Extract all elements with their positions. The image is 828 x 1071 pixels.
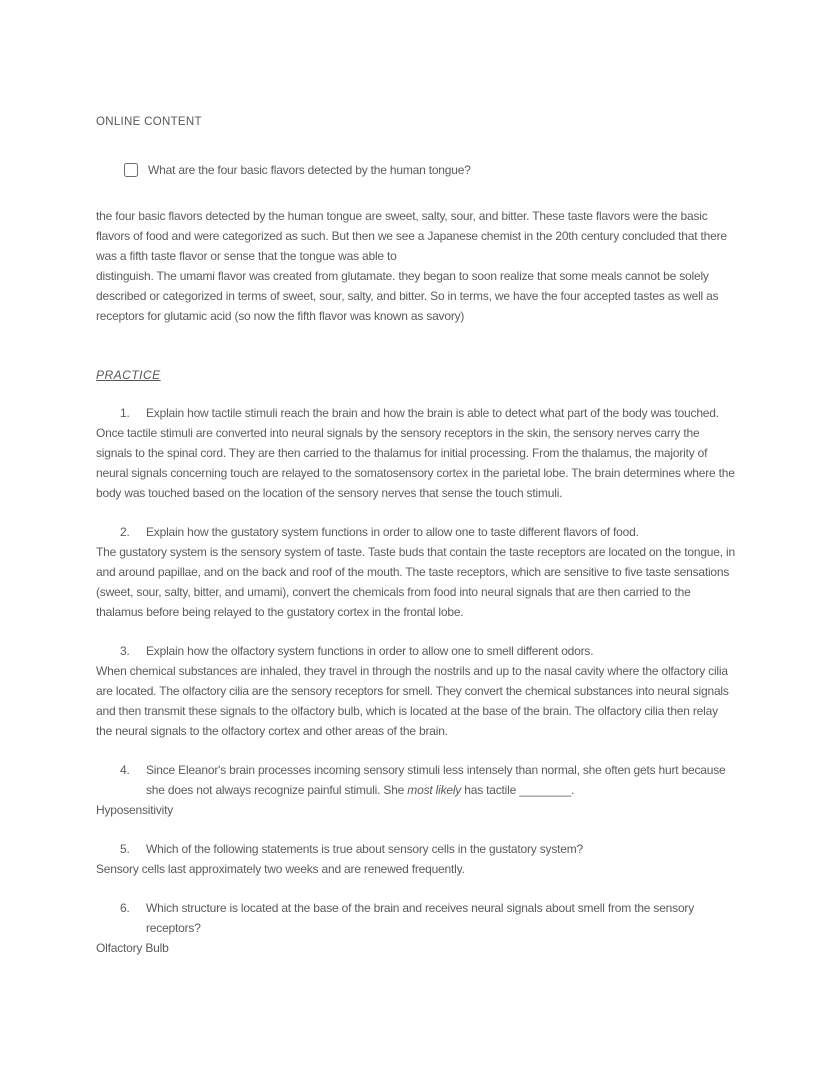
question-text-pre: Since Eleanor's brain processes incoming sensory stimuli less intensely than normal, she often gets hurt because she does not always recognize painful stimuli. She — [146, 763, 726, 797]
checkbox-question-label: What are the four basic flavors detected by the human tongue? — [148, 163, 471, 177]
question-text: Explain how tactile stimuli reach the brain and how the brain is able to detect what part of the body was touched. — [146, 406, 719, 420]
answer-text: Sensory cells last approximately two weeks and are renewed frequently. — [96, 862, 465, 876]
question-row — [96, 760, 736, 800]
question-text — [146, 760, 736, 800]
answer-text: Olfactory Bulb — [96, 941, 169, 955]
question-row — [96, 522, 736, 542]
question-text-italic: most likely — [407, 783, 462, 797]
answer-text: The gustatory system is the sensory system of taste. Taste buds that contain the taste receptors are located on the tongue, in and around papillae, and on the back and roof of the mouth. The taste receptors, which are sensitive to five taste sensations (sweet, sour, salty, bitter, and umami), convert the chemicals from food into neural signals that are then carried to the thalamus before being relayed to the gustatory cortex in the frontal lobe. — [96, 545, 735, 619]
question-row — [96, 641, 736, 661]
question-text: Which structure is located at the base of the brain and receives neural signals about smell from the sensory receptors? — [146, 901, 695, 935]
intro-paragraph-part-2: distinguish. The umami flavor was created from glutamate. they began to soon realize that some meals cannot be solely described or categorized in terms of sweet, sour, salty, and bitter. So in terms, we have the four accepted tastes as well as receptors for glutamic acid (so now the fifth flavor was known as savory) — [96, 269, 719, 323]
question-text-post: has tactile ________. — [461, 783, 575, 797]
answer-text: Once tactile stimuli are converted into neural signals by the sensory receptors in the skin, the sensory nerves carry the signals to the spinal cord. They are then carried to the thalamus for initial processing. From the thalamus, the majority of neural signals concerning touch are relayed to the somatosensory cortex in the parietal lobe. The brain determines where the body was touched based on the location of the sensory nerves that sense the touch stimuli. — [96, 426, 735, 500]
qa-block-4 — [96, 760, 736, 820]
question-number: 6. — [120, 901, 130, 915]
section-header: ONLINE CONTENT — [96, 116, 202, 128]
answer-text: When chemical substances are inhaled, they travel in through the nostrils and up to the nasal cavity where the olfactory cilia are located. The olfactory cilia are the sensory receptors for smell. They convert the chemical substances into neural signals and then transmit these signals to the olfactory bulb, which is located at the base of the brain. The olfactory cilia then relay the neural signals to the olfactory cortex and other areas of the brain. — [96, 664, 729, 738]
question-number: 3. — [120, 644, 130, 658]
practice-heading: PRACTICE — [96, 368, 161, 382]
question-row — [96, 839, 736, 859]
question-text: Explain how the olfactory system functions in order to allow one to smell different odors. — [146, 644, 594, 658]
question-row — [96, 403, 736, 423]
question-text: Explain how the gustatory system functions in order to allow one to taste different flavors of food. — [146, 525, 639, 539]
question-number: 4. — [120, 763, 130, 777]
question-row — [96, 898, 736, 938]
qa-block-6 — [96, 898, 736, 958]
checkbox-question-row — [96, 160, 736, 180]
checkbox[interactable] — [124, 163, 138, 177]
qa-block-5 — [96, 839, 736, 879]
question-number: 2. — [120, 525, 130, 539]
qa-block-2 — [96, 522, 736, 622]
question-number: 1. — [120, 406, 130, 420]
qa-block-3 — [96, 641, 736, 741]
question-text: Which of the following statements is true about sensory cells in the gustatory system? — [146, 842, 584, 856]
intro-paragraph-part-1: the four basic flavors detected by the human tongue are sweet, salty, sour, and bitter. These taste flavors were the basic flavors of food and were categorized as such. But then we see a Japanese chemist in the 20th century concluded that there was a fifth taste flavor or sense that the tongue was able to — [96, 209, 727, 263]
document-body — [96, 0, 736, 958]
question-number: 5. — [120, 842, 130, 856]
qa-block-1 — [96, 403, 736, 503]
intro-paragraph — [96, 206, 736, 326]
answer-text: Hyposensitivity — [96, 803, 174, 817]
